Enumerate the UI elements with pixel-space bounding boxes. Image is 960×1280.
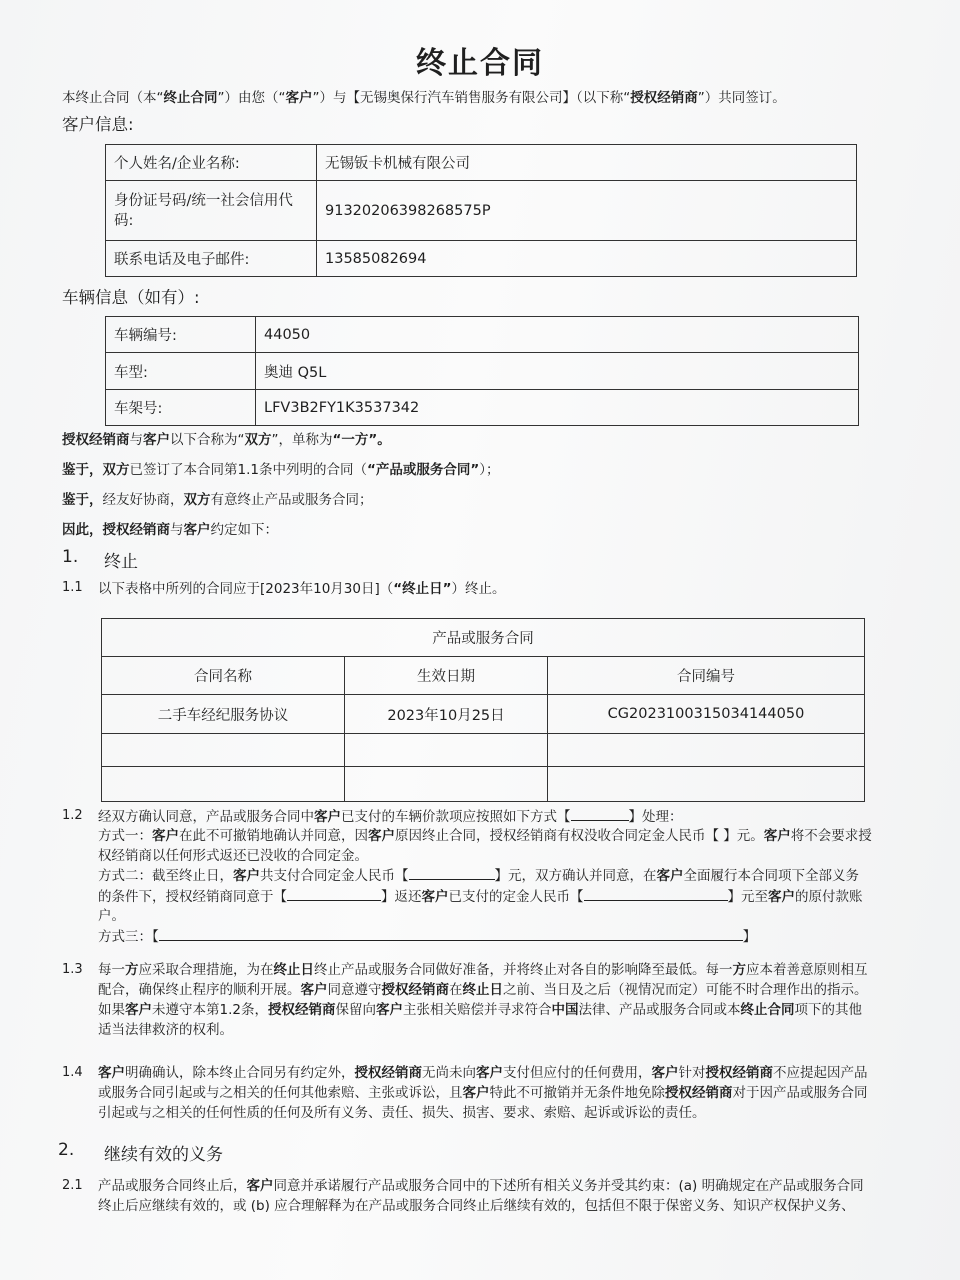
method-blank — [571, 806, 629, 821]
intro-paragraph: 本终止合同（本“终止合同”）由您（“客户”）与【无锡奥保行汽车销售服务有限公司】（以下称“授权经销商”）共同签订。 — [62, 90, 786, 106]
section-1-number: 1. — [62, 547, 79, 567]
section-1-title: 终止 — [104, 552, 138, 572]
column-header-contract-name: 合同名称 — [102, 657, 345, 695]
table-row — [102, 657, 865, 695]
clause-1-3-line-3: 如果客户未遵守本第1.2条，授权经销商保留向客户主张相关赔偿并寻求符合中国法律、产品或服务合同或本终止合同项下的其他 — [98, 1002, 862, 1018]
hence-clause: 因此，授权经销商与客户约定如下： — [62, 522, 278, 538]
contract-name-cell: 二手车经纪服务协议 — [102, 695, 345, 734]
whereas-clause-2: 鉴于，经友好协商，双方有意终止产品或服务合同； — [62, 492, 373, 508]
contract-number-cell — [548, 734, 865, 767]
clause-1-1-number: 1.1 — [62, 580, 83, 595]
clause-2-1-line-1: 产品或服务合同终止后，客户同意并承诺履行产品或服务合同中的下述所有相关义务并受其约束：(a) 明确规定在产品或服务合同 — [98, 1178, 864, 1194]
clause-1-2-number: 1.2 — [62, 808, 83, 823]
contracts-table — [101, 618, 865, 802]
clause-1-4-line-2: 或服务合同引起或与之相关的任何其他索赔、主张或诉讼，且客户特此不可撤销并无条件地免除授权经销商对于因产品或服务合同 — [98, 1085, 868, 1101]
customer-name-label: 个人姓名/企业名称: — [106, 145, 317, 181]
clause-1-1-text: 以下表格中所列的合同应于[2023年10月30日]（“终止日”）终止。 — [98, 581, 506, 597]
clause-1-4-number: 1.4 — [62, 1065, 83, 1080]
clause-1-2-method-2-line-1: 方式二：截至终止日，客户共支付合同定金人民币【 】元，双方确认并同意，在客户全面履行本合同项下全部义务 — [98, 865, 859, 886]
clause-1-2-method-3: 方式三：【 】 — [98, 926, 756, 947]
vin-value: LFV3B2FY1K3537342 — [256, 390, 859, 426]
table-row — [106, 317, 859, 353]
section-2-title: 继续有效的义务 — [104, 1145, 223, 1165]
parties-definition: 授权经销商与客户以下合称为“双方”，单称为“一方”。 — [62, 432, 391, 448]
vehicle-number-value: 44050 — [256, 317, 859, 353]
clause-1-2-method-2-line-3: 户。 — [98, 908, 125, 924]
table-row — [106, 241, 857, 277]
column-header-effective-date: 生效日期 — [345, 657, 548, 695]
customer-contact-value: 13585082694 — [317, 241, 857, 277]
effective-date-cell: 2023年10月25日 — [345, 695, 548, 734]
document-title: 终止合同 — [416, 46, 544, 81]
vehicle-model-value: 奥迪 Q5L — [256, 353, 859, 390]
clause-1-4-line-1: 客户明确确认，除本终止合同另有约定外，授权经销商无尚未向客户支付但应付的任何费用，客户针对授权经销商不应提起因产品 — [98, 1065, 868, 1081]
clause-1-2-method-1-line-2: 权经销商以任何形式返还已没收的合同定金。 — [98, 848, 368, 864]
table-row — [106, 145, 857, 181]
contract-name-cell — [102, 734, 345, 767]
clause-1-4-line-3: 引起或与之相关的任何性质的任何及所有义务、责任、损失、损害、要求、索赔、起诉或诉讼的责任。 — [98, 1105, 706, 1121]
customer-info-table — [105, 144, 857, 277]
column-header-contract-number: 合同编号 — [548, 657, 865, 695]
deposit-amount-blank — [409, 865, 495, 880]
clause-1-2-method-2-line-2: 的条件下，授权经销商同意于【 】返还客户已支付的定金人民币【 】元至客户的原付款账 — [98, 886, 863, 907]
vin-label: 车架号: — [106, 390, 256, 426]
vehicle-number-label: 车辆编号: — [106, 317, 256, 353]
customer-id-label: 身份证号码/统一社会信用代码: — [106, 181, 317, 241]
refund-amount-blank — [584, 886, 728, 901]
customer-info-heading: 客户信息: — [62, 115, 134, 134]
vehicle-info-table — [105, 316, 859, 426]
table-row — [106, 353, 859, 390]
table-row — [102, 695, 865, 734]
table-row — [102, 619, 865, 657]
table-row — [106, 390, 859, 426]
clause-2-1-line-2: 终止后应继续有效的，或 (b) 应合理解释为在产品或服务合同终止后继续有效的，包括但不限于保密义务、知识产权保护义务、 — [98, 1198, 855, 1214]
refund-date-blank — [287, 886, 381, 901]
contracts-table-caption: 产品或服务合同 — [102, 619, 865, 657]
clause-1-2-method-1-line-1: 方式一：客户在此不可撤销地确认并同意，因客户原因终止合同，授权经销商有权没收合同定金人民币【 】元。客户将不会要求授 — [98, 828, 872, 844]
contract-number-cell: CG2023100315034144050 — [548, 695, 865, 734]
clause-1-3-line-1: 每一方应采取合理措施，为在终止日终止产品或服务合同做好准备，并将终止对各自的影响降至最低。每一方应本着善意原则相互 — [98, 962, 868, 978]
clause-1-2-line-1: 经双方确认同意，产品或服务合同中客户已支付的车辆价款项应按照如下方式【 】处理： — [98, 806, 683, 827]
effective-date-cell — [345, 767, 548, 802]
vehicle-model-label: 车型: — [106, 353, 256, 390]
contract-name-cell — [102, 767, 345, 802]
contract-number-cell — [548, 767, 865, 802]
customer-contact-label: 联系电话及电子邮件: — [106, 241, 317, 277]
table-row — [102, 734, 865, 767]
section-2-number: 2. — [58, 1140, 75, 1160]
clause-1-3-line-2: 配合，确保终止程序的顺利开展。客户同意遵守授权经销商在终止日之前、当日及之后（视情况而定）可能不时合理作出的指示。 — [98, 982, 868, 998]
clause-1-3-number: 1.3 — [62, 962, 83, 977]
vehicle-info-heading: 车辆信息（如有）: — [62, 288, 200, 307]
method-3-blank — [159, 926, 743, 941]
table-row — [102, 767, 865, 802]
whereas-clause-1: 鉴于，双方已签订了本合同第1.1条中列明的合同（“产品或服务合同”）； — [62, 462, 500, 478]
table-row — [106, 181, 857, 241]
clause-1-3-line-4: 适当法律救济的权利。 — [98, 1022, 233, 1038]
clause-2-1-number: 2.1 — [62, 1178, 83, 1193]
customer-id-value: 91320206398268575P — [317, 181, 857, 241]
effective-date-cell — [345, 734, 548, 767]
customer-name-value: 无锡钣卡机械有限公司 — [317, 145, 857, 181]
